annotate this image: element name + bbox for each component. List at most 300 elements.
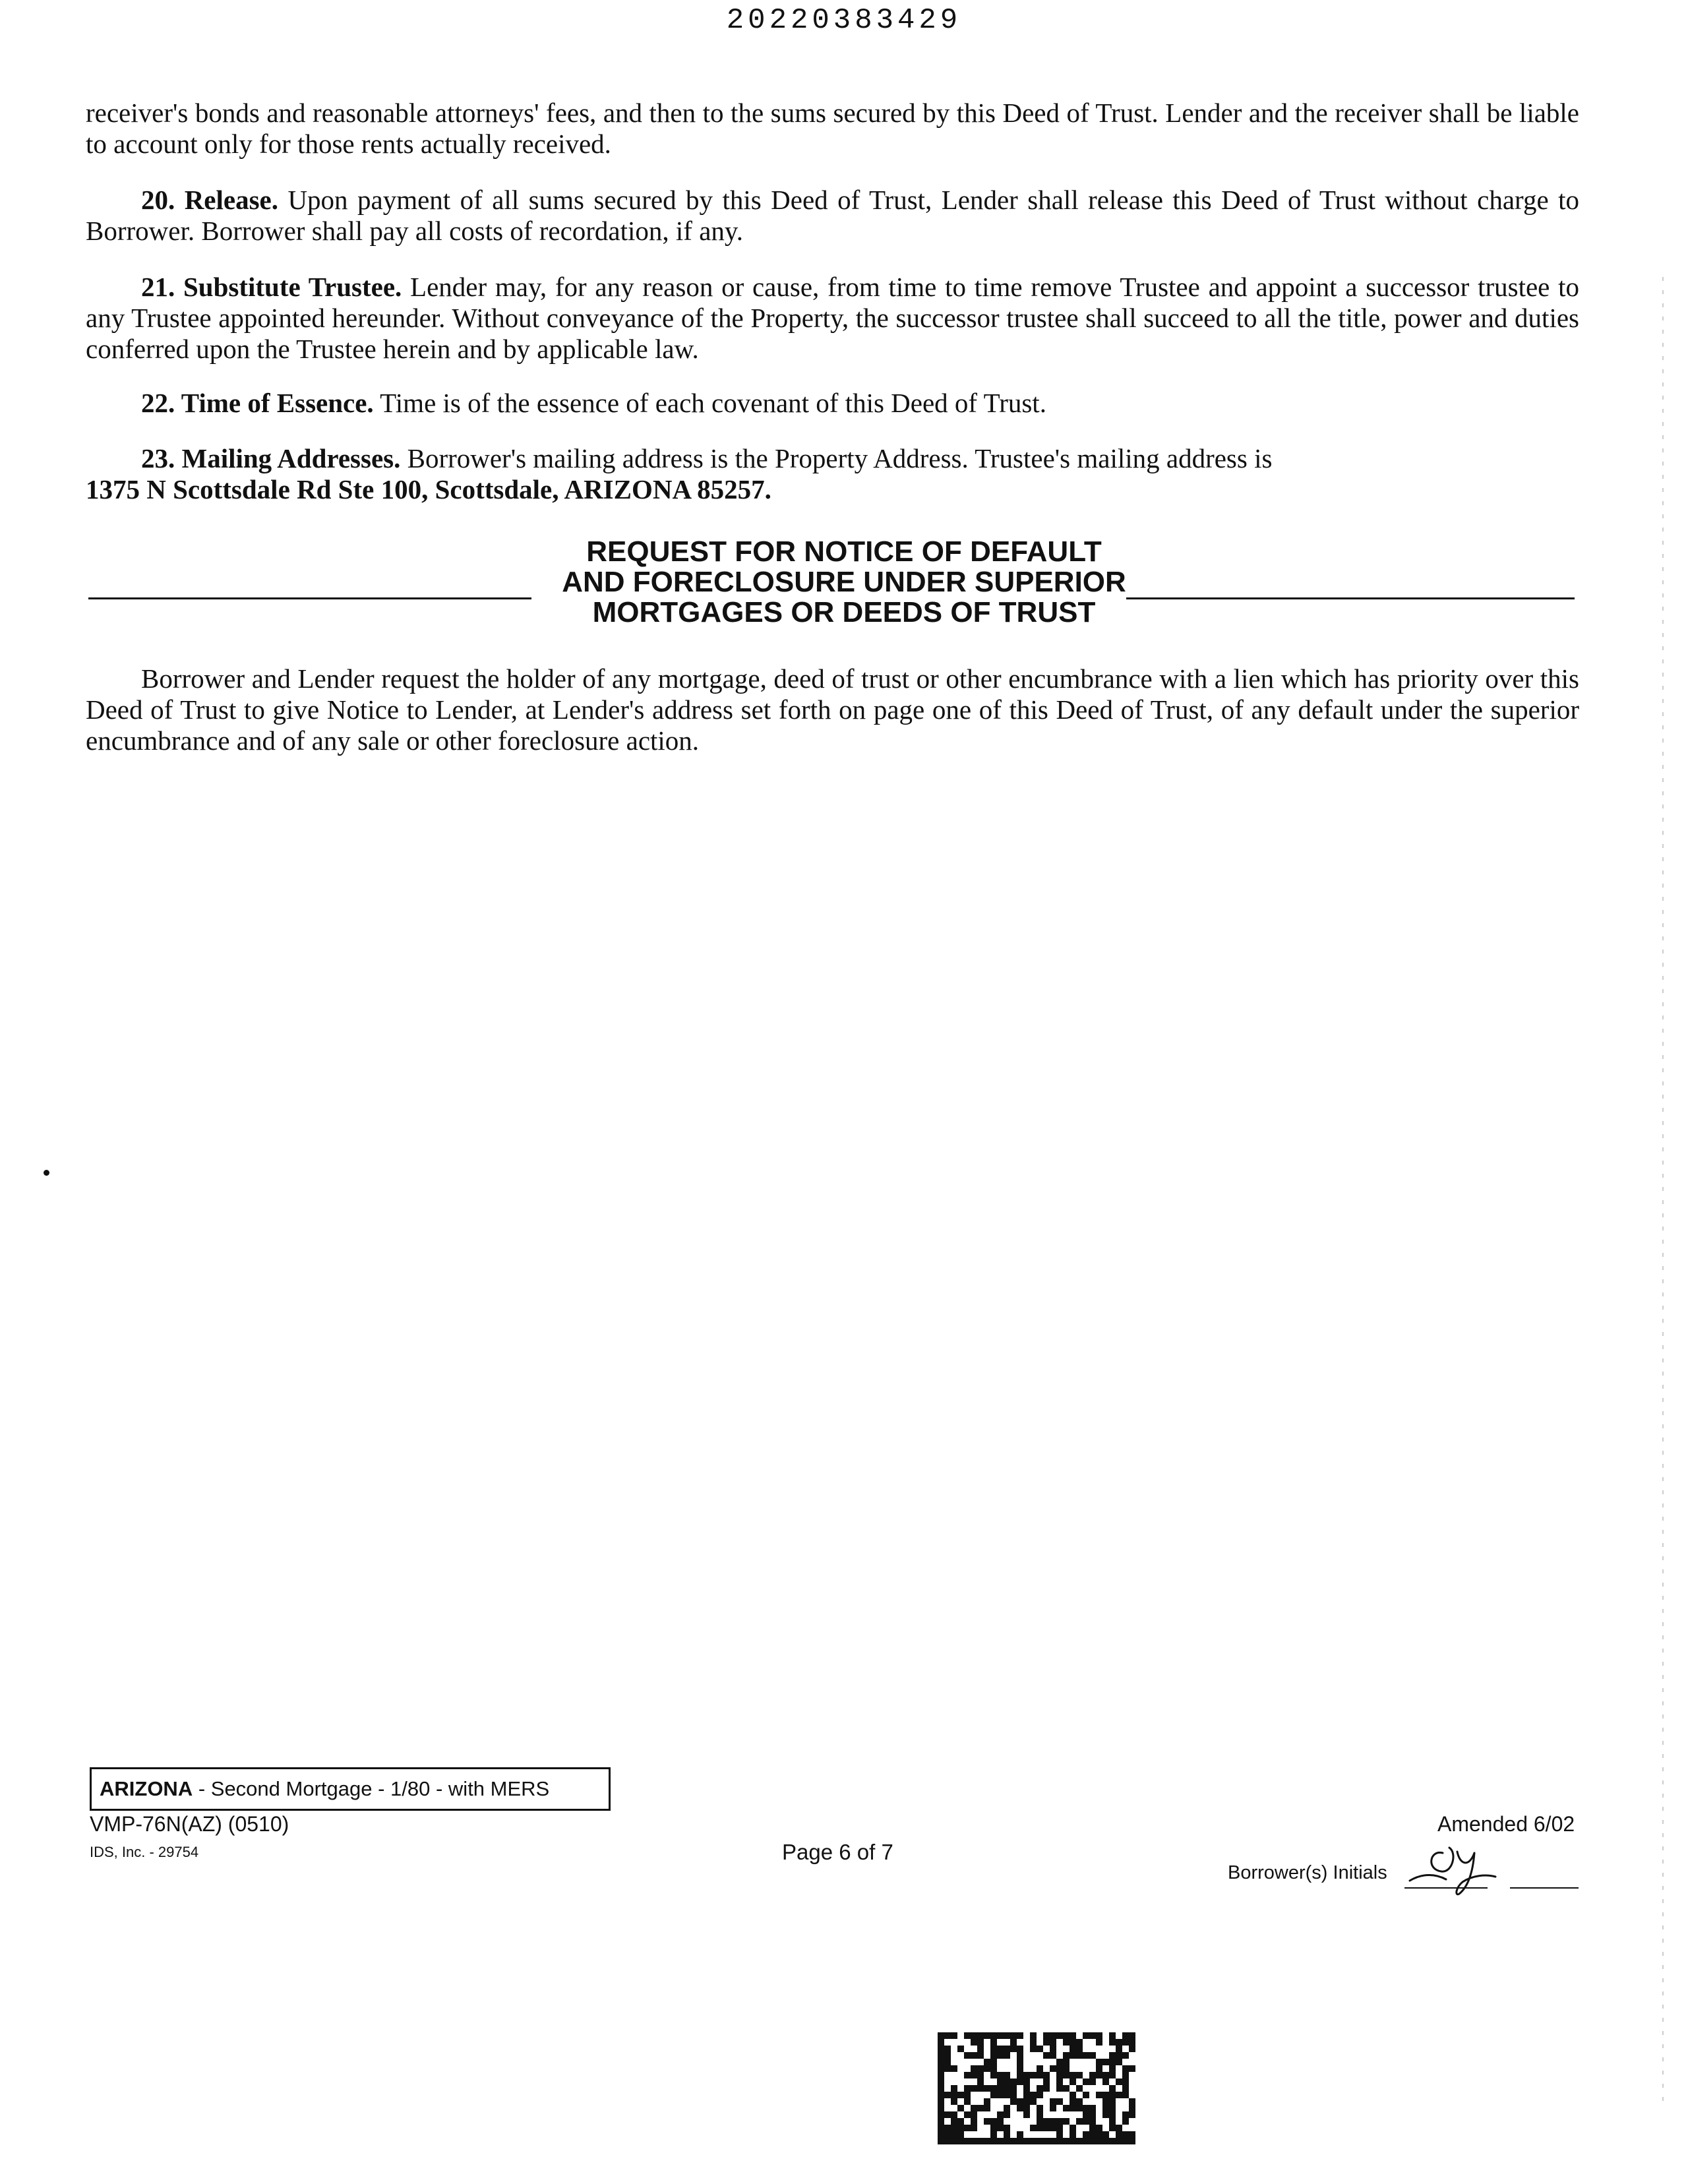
barcode-module [951,2092,957,2098]
barcode-module [964,2072,971,2078]
barcode-module [938,2138,944,2144]
section-21-title: 21. Substitute Trustee. [141,272,402,302]
barcode-module [944,2125,951,2131]
barcode-module [938,2111,944,2118]
barcode-module [997,2085,1004,2092]
section-20-release [86,185,1579,247]
barcode-module [1116,2138,1122,2144]
barcode-module [984,2138,990,2144]
barcode-module [938,2059,944,2065]
barcode-module [1056,2065,1063,2072]
barcode-module [1004,2111,1010,2118]
scan-speck [44,1170,49,1176]
barcode-module [1030,2098,1037,2105]
barcode-module [1050,2105,1056,2111]
barcode-module [1037,2046,1043,2052]
barcode-module [1076,2046,1083,2052]
barcode-module [964,2032,971,2039]
barcode-module [1083,2052,1089,2059]
barcode-module [1037,2092,1043,2098]
section-20-title: 20. Release. [141,185,278,215]
barcode-module [1070,2138,1076,2144]
barcode-module [990,2125,997,2131]
barcode-module [1122,2092,1129,2098]
barcode-module [971,2072,977,2078]
barcode-module [957,2092,964,2098]
barcode-module [944,2046,951,2052]
barcode-module [1070,2046,1076,2052]
barcode-module [1030,2072,1037,2078]
barcode-module [1056,2131,1063,2138]
barcode-module [1109,2052,1116,2059]
barcode-module [1122,2052,1129,2059]
barcode-module [1023,2072,1030,2078]
barcode-module [938,2046,944,2052]
barcode-module [1083,2138,1089,2144]
barcode-module [944,2111,951,2118]
barcode-module [1063,2039,1070,2046]
barcode-module [984,2105,990,2111]
barcode-module [1070,2092,1076,2098]
datamatrix-barcode [938,2032,1135,2144]
barcode-module [944,2032,951,2039]
barcode-module [951,2098,957,2105]
barcode-module [1050,2032,1056,2039]
barcode-module [938,2078,944,2085]
barcode-module [1122,2039,1129,2046]
barcode-module [1050,2039,1056,2046]
barcode-module [1116,2059,1122,2065]
barcode-module [990,2118,997,2125]
barcode-module [1083,2032,1089,2039]
heading-rule-right [1126,597,1575,599]
barcode-module [1050,2052,1056,2059]
barcode-module [977,2052,984,2059]
barcode-module [951,2032,957,2039]
barcode-module [971,2105,977,2111]
barcode-module [977,2085,984,2092]
barcode-module [1004,2105,1010,2111]
section-21-text: Lender may, for any reason or cause, from time to time remove Trustee and appoint a successor trustee to any Trustee appointed hereunder. Without conveyance of the Property, the successor trustee shall succeed to all the title, power and duties conferred upon the Trustee herein and by applicable law. [86,272,1580,364]
barcode-module [951,2118,957,2125]
barcode-module [938,2118,944,2125]
barcode-module [971,2111,977,2118]
form-description: - Second Mortgage - 1/80 - with MERS [193,1777,550,1800]
barcode-module [1122,2085,1129,2092]
barcode-module [1083,2105,1089,2111]
barcode-module [957,2125,964,2131]
barcode-module [997,2078,1004,2085]
barcode-module [1089,2072,1096,2078]
barcode-module [1076,2052,1083,2059]
barcode-module [1070,2131,1076,2138]
heading-rule-left [88,597,531,599]
barcode-module [1129,2046,1135,2052]
barcode-module [938,2039,944,2046]
barcode-module [1043,2052,1050,2059]
barcode-module [971,2052,977,2059]
barcode-module [1023,2138,1030,2144]
barcode-module [1056,2078,1063,2085]
barcode-module [964,2052,971,2059]
initials-line-2 [1510,1887,1579,1889]
barcode-module [1023,2092,1030,2098]
barcode-module [1109,2032,1116,2039]
barcode-module [1004,2052,1010,2059]
barcode-module [1102,2078,1109,2085]
barcode-module [1070,2072,1076,2078]
barcode-module [1037,2111,1043,2118]
barcode-module [971,2085,977,2092]
barcode-module [990,2065,997,2072]
barcode-module [1017,2105,1023,2111]
barcode-module [990,2052,997,2059]
barcode-module [1116,2046,1122,2052]
barcode-module [971,2125,977,2131]
barcode-module [997,2032,1004,2039]
barcode-module [977,2039,984,2046]
barcode-module [1102,2111,1109,2118]
barcode-module [1050,2118,1056,2125]
barcode-module [1050,2125,1056,2131]
barcode-module [1083,2078,1089,2085]
barcode-module [938,2032,944,2039]
barcode-module [1063,2032,1070,2039]
barcode-module [1030,2125,1037,2131]
barcode-module [1129,2032,1135,2039]
barcode-module [1102,2138,1109,2144]
barcode-module [1129,2105,1135,2111]
barcode-module [1056,2072,1063,2078]
barcode-module [1063,2085,1070,2092]
barcode-module [944,2052,951,2059]
barcode-module [984,2059,990,2065]
barcode-module [1109,2125,1116,2131]
barcode-module [984,2032,990,2039]
barcode-module [1089,2111,1096,2118]
barcode-module [1102,2105,1109,2111]
barcode-module [951,2138,957,2144]
barcode-module [1116,2078,1122,2085]
barcode-module [1070,2105,1076,2111]
barcode-module [1096,2125,1102,2131]
barcode-module [964,2125,971,2131]
barcode-module [1102,2092,1109,2098]
section-23-mailing-addresses [86,443,1579,505]
barcode-module [1043,2085,1050,2092]
barcode-module [997,2111,1004,2118]
barcode-module [957,2046,964,2052]
section-20-text: Upon payment of all sums secured by this Deed of Trust, Lender shall release this Deed of Trust without charge to Borrower. Borrower shall pay all costs of recordation, if any. [86,185,1579,246]
barcode-module [977,2065,984,2072]
barcode-module [1037,2065,1043,2072]
barcode-module [1023,2105,1030,2111]
barcode-module [984,2065,990,2072]
barcode-module [1096,2065,1102,2072]
barcode-module [1004,2092,1010,2098]
barcode-module [938,2105,944,2111]
barcode-module [1063,2138,1070,2144]
form-code: VMP-76N(AZ) (0510) [90,1812,289,1836]
barcode-module [1017,2032,1023,2039]
barcode-module [1096,2092,1102,2098]
barcode-module [1056,2059,1063,2065]
barcode-module [997,2125,1004,2131]
page-number: Page 6 of 7 [782,1840,893,1864]
heading-line-2: AND FORECLOSURE UNDER SUPERIOR [562,566,1126,598]
amended-date: Amended 6/02 [1437,1812,1575,1836]
ids-reference: IDS, Inc. - 29754 [90,1844,199,1860]
barcode-module [1070,2098,1076,2105]
barcode-module [957,2131,964,2138]
barcode-module [1109,2059,1116,2065]
barcode-module [1070,2032,1076,2039]
barcode-module [1037,2118,1043,2125]
barcode-module [944,2092,951,2098]
barcode-module [971,2032,977,2039]
barcode-module [990,2085,997,2092]
barcode-module [1010,2078,1017,2085]
barcode-module [1043,2072,1050,2078]
barcode-module [1096,2032,1102,2039]
barcode-module [1116,2039,1122,2046]
barcode-module [1004,2046,1010,2052]
barcode-module [1056,2085,1063,2092]
barcode-module [1129,2098,1135,2105]
barcode-module [938,2072,944,2078]
trustee-address: 1375 N Scottsdale Rd Ste 100, Scottsdale, ARIZONA 85257. [86,474,771,504]
barcode-module [1056,2125,1063,2131]
barcode-module [997,2118,1004,2125]
section-22-time-of-essence [86,388,1579,419]
barcode-module [1116,2092,1122,2098]
barcode-module [977,2032,984,2039]
barcode-module [938,2052,944,2059]
barcode-module [938,2065,944,2072]
barcode-module [1043,2032,1050,2039]
barcode-module [1116,2131,1122,2138]
barcode-module [977,2046,984,2052]
barcode-module [1063,2118,1070,2125]
barcode-module [1030,2046,1037,2052]
barcode-module [1070,2125,1076,2131]
barcode-module [951,2131,957,2138]
scan-edge-marks [1656,0,1670,2184]
barcode-module [1083,2118,1089,2125]
barcode-module [1010,2032,1017,2039]
barcode-module [1109,2039,1116,2046]
barcode-module [990,2039,997,2046]
barcode-module [964,2092,971,2098]
barcode-module [964,2111,971,2118]
barcode-module [1102,2072,1109,2078]
barcode-module [1043,2039,1050,2046]
barcode-module [1037,2125,1043,2131]
initials-signature [1397,1833,1502,1899]
barcode-module [1076,2118,1083,2125]
barcode-module [1004,2138,1010,2144]
barcode-module [944,2131,951,2138]
barcode-module [1109,2098,1116,2105]
barcode-module [1129,2131,1135,2138]
barcode-module [1037,2072,1043,2078]
barcode-module [1063,2072,1070,2078]
barcode-module [1116,2052,1122,2059]
barcode-module [990,2072,997,2078]
barcode-module [1004,2131,1010,2138]
barcode-module [1050,2138,1056,2144]
barcode-module [964,2138,971,2144]
barcode-module [1056,2032,1063,2039]
barcode-module [1043,2078,1050,2085]
section-21-substitute-trustee [86,272,1579,365]
barcode-module [951,2125,957,2131]
barcode-module [1129,2065,1135,2072]
barcode-module [984,2118,990,2125]
barcode-module [971,2138,977,2144]
barcode-module [1122,2065,1129,2072]
barcode-module [990,2138,997,2144]
barcode-module [1010,2046,1017,2052]
barcode-module [1017,2078,1023,2085]
section-22-title: 22. Time of Essence. [141,388,374,418]
barcode-module [1070,2052,1076,2059]
barcode-module [1109,2111,1116,2118]
barcode-module [957,2138,964,2144]
barcode-module [1102,2131,1109,2138]
barcode-module [1070,2039,1076,2046]
barcode-module [944,2138,951,2144]
barcode-module [990,2059,997,2065]
barcode-module [1083,2111,1089,2118]
barcode-module [1089,2105,1096,2111]
barcode-module [1037,2085,1043,2092]
barcode-module [938,2131,944,2138]
barcode-module [1102,2059,1109,2065]
barcode-module [990,2032,997,2039]
barcode-module [1089,2125,1096,2131]
barcode-module [977,2105,984,2111]
barcode-module [1076,2138,1083,2144]
barcode-module [1089,2138,1096,2144]
barcode-module [997,2072,1004,2078]
barcode-module [951,2065,957,2072]
barcode-module [1070,2078,1076,2085]
barcode-module [1129,2138,1135,2144]
barcode-module [1004,2072,1010,2078]
barcode-module [1083,2131,1089,2138]
barcode-module [1043,2138,1050,2144]
barcode-module [1109,2118,1116,2125]
barcode-module [1010,2085,1017,2092]
barcode-module [1004,2078,1010,2085]
barcode-module [1089,2032,1096,2039]
barcode-module [1109,2072,1116,2078]
barcode-module [1017,2098,1023,2105]
barcode-module [1122,2118,1129,2125]
barcode-module [1076,2105,1083,2111]
barcode-module [1023,2098,1030,2105]
barcode-module [984,2085,990,2092]
barcode-module [1096,2059,1102,2065]
barcode-module [1096,2138,1102,2144]
barcode-module [1037,2138,1043,2144]
request-notice-paragraph: Borrower and Lender request the holder of any mortgage, deed of trust or other encumbrance with a lien which has priority over this Deed of Trust to give Notice to Lender, at Lender's address set forth on page one of this Deed of Trust, of any default under the superior encumbrance and of any sale or other foreclosure action. [86,663,1579,756]
barcode-module [1030,2092,1037,2098]
barcode-module [1063,2065,1070,2072]
barcode-module [1023,2078,1030,2085]
barcode-module [1089,2078,1096,2085]
section-23-title: 23. Mailing Addresses. [141,443,401,473]
barcode-module [1050,2065,1056,2072]
barcode-module [1076,2039,1083,2046]
barcode-module [977,2078,984,2085]
barcode-module [1122,2032,1129,2039]
barcode-module [997,2052,1004,2059]
barcode-module [1109,2105,1116,2111]
barcode-module [997,2138,1004,2144]
heading-line-1: REQUEST FOR NOTICE OF DEFAULT [586,535,1102,568]
recording-number: 20220383429 [726,4,962,37]
barcode-module [1089,2118,1096,2125]
barcode-module [1122,2072,1129,2078]
barcode-module [1122,2111,1129,2118]
barcode-module [964,2085,971,2092]
barcode-module [1076,2098,1083,2105]
barcode-module [964,2098,971,2105]
barcode-module [1017,2138,1023,2144]
barcode-module [951,2085,957,2092]
barcode-module [1017,2046,1023,2052]
barcode-module [1043,2125,1050,2131]
barcode-module [1056,2118,1063,2125]
barcode-module [1109,2085,1116,2092]
barcode-module [1063,2052,1070,2059]
barcode-module [1056,2138,1063,2144]
barcode-module [1017,2059,1023,2065]
barcode-module [944,2059,951,2065]
barcode-module [1129,2039,1135,2046]
barcode-module [1023,2085,1030,2092]
barcode-module [1063,2059,1070,2065]
barcode-module [1017,2072,1023,2078]
barcode-module [1089,2052,1096,2059]
barcode-module [1050,2046,1056,2052]
barcode-module [957,2105,964,2111]
barcode-module [977,2072,984,2078]
section-22-text: Time is of the essence of each covenant of this Deed of Trust. [373,388,1046,418]
barcode-module [1089,2131,1096,2138]
barcode-module [1129,2111,1135,2118]
barcode-module [1102,2098,1109,2105]
barcode-module [971,2118,977,2125]
barcode-module [1043,2118,1050,2125]
barcode-module [1076,2072,1083,2078]
barcode-module [1096,2039,1102,2046]
barcode-module [997,2046,1004,2052]
barcode-module [1122,2078,1129,2085]
continuation-paragraph: receiver's bonds and reasonable attorneys' fees, and then to the sums secured by this Deed of Trust. Lender and the receiver shall be liable to account only for those rents actually received. [86,98,1579,159]
barcode-module [1017,2065,1023,2072]
heading-line-3: MORTGAGES OR DEEDS OF TRUST [592,596,1096,628]
barcode-module [1096,2072,1102,2078]
barcode-module [1109,2065,1116,2072]
barcode-module [951,2111,957,2118]
barcode-module [1056,2098,1063,2105]
barcode-module [957,2118,964,2125]
barcode-module [1004,2032,1010,2039]
barcode-module [990,2131,997,2138]
